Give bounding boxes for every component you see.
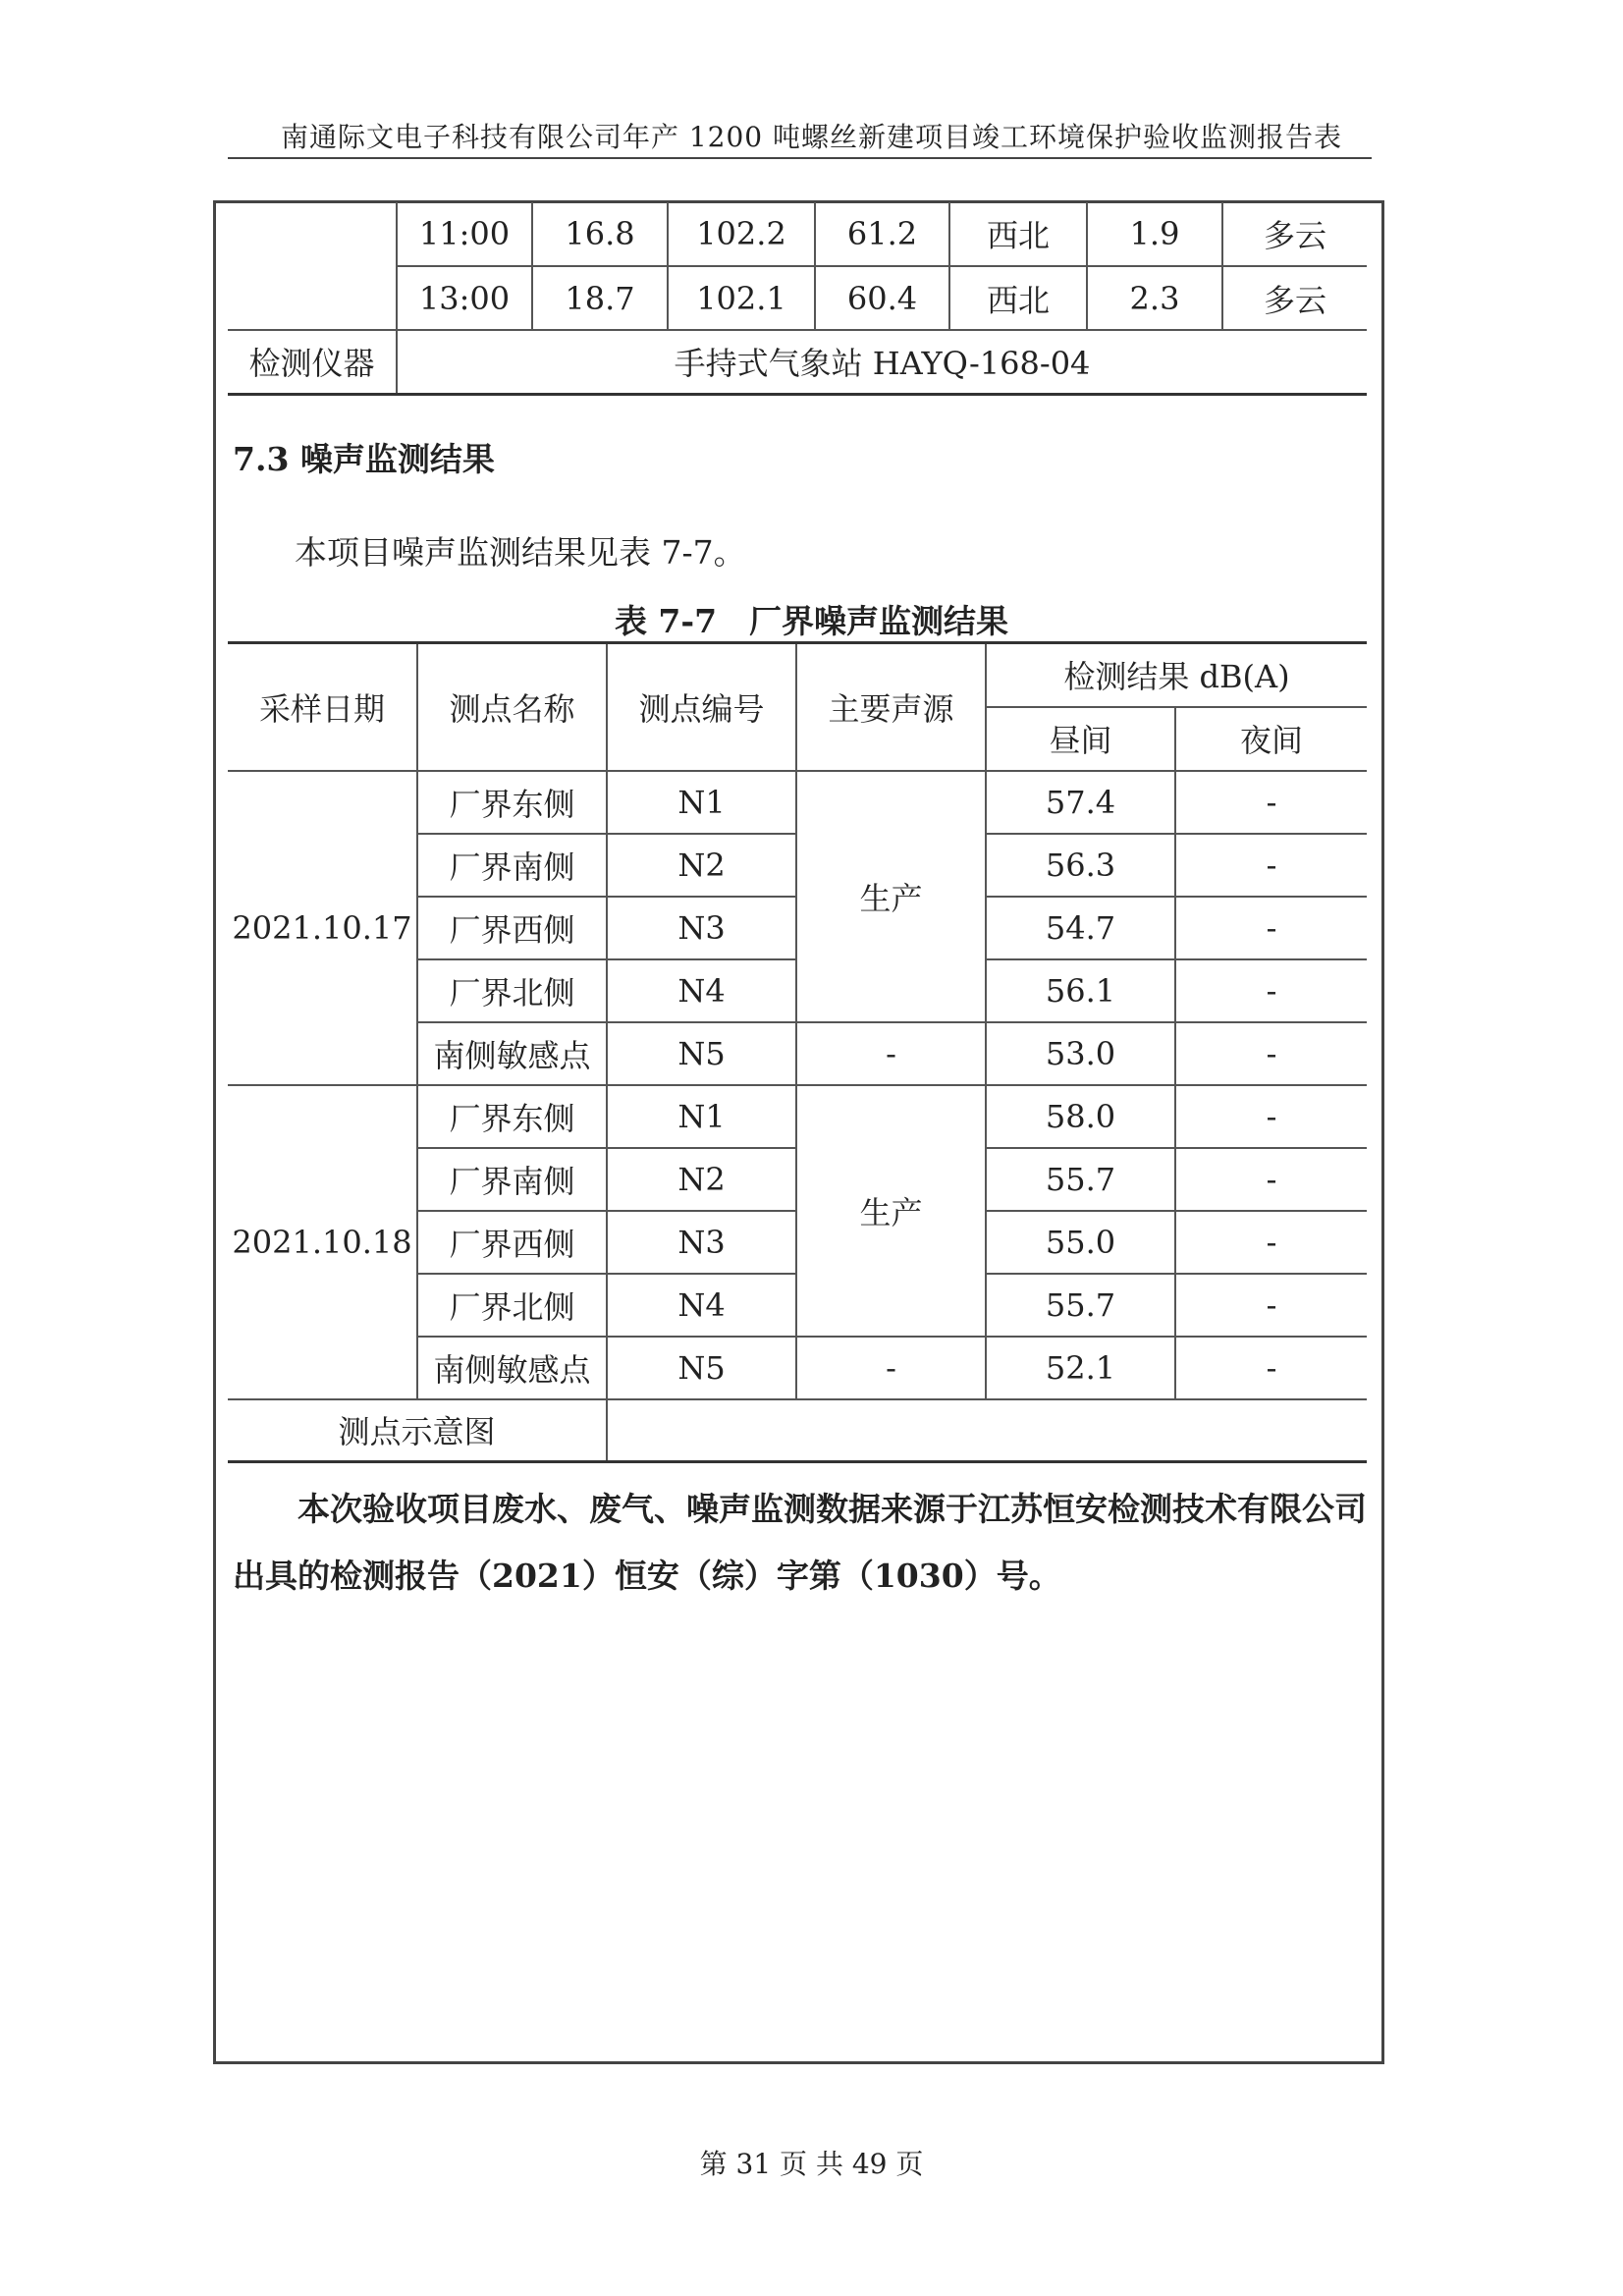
night-value-cell: -: [1175, 1274, 1367, 1337]
night-value-cell: -: [1175, 834, 1367, 897]
weather-table: [228, 202, 1367, 396]
day-value-cell: 52.1: [986, 1337, 1175, 1399]
day-value-cell: 56.1: [986, 959, 1175, 1022]
note-line-1: [233, 1476, 1372, 1543]
weather-cell: 11:00: [397, 202, 532, 266]
header-day: 昼间: [986, 707, 1175, 771]
night-value-cell: -: [1175, 1337, 1367, 1399]
night-value-cell: -: [1175, 1211, 1367, 1274]
table-caption: 表 7-7 厂界噪声监测结果: [614, 602, 1009, 640]
point-name-cell: 南侧敏感点: [417, 1337, 607, 1399]
day-value-cell: 55.7: [986, 1148, 1175, 1211]
header-row: [228, 643, 1367, 707]
day-value-cell: 53.0: [986, 1022, 1175, 1085]
weather-row: [228, 266, 1367, 330]
weather-cell: 16.8: [532, 202, 668, 266]
point-id-cell: N1: [607, 771, 796, 834]
source-cell: 生产: [796, 1085, 986, 1337]
section-title: 7.3 噪声监测结果: [233, 440, 495, 478]
day-value-cell: 55.0: [986, 1211, 1175, 1274]
table-row: [228, 771, 1367, 834]
point-id-cell: N4: [607, 959, 796, 1022]
point-name-cell: 厂界东侧: [417, 771, 607, 834]
noise-table: [228, 641, 1367, 1463]
weather-empty-cell: [228, 202, 397, 330]
weather-cell: 西北: [949, 266, 1087, 330]
weather-cell: 多云: [1222, 202, 1367, 266]
point-id-cell: N1: [607, 1085, 796, 1148]
point-name-cell: 南侧敏感点: [417, 1022, 607, 1085]
diagram-label: 测点示意图: [228, 1399, 607, 1462]
header-point-name: 测点名称: [417, 643, 607, 771]
instrument-row: [228, 330, 1367, 394]
night-value-cell: -: [1175, 1022, 1367, 1085]
point-name-cell: 厂界东侧: [417, 1085, 607, 1148]
point-id-cell: N2: [607, 1148, 796, 1211]
weather-cell: 102.1: [668, 266, 815, 330]
point-id-cell: N4: [607, 1274, 796, 1337]
page-header-title: 南通际文电子科技有限公司年产 1200 吨螺丝新建项目竣工环境保护验收监测报告表: [280, 121, 1343, 153]
night-value-cell: -: [1175, 1148, 1367, 1211]
date-cell: 2021.10.17: [228, 771, 417, 1085]
data-source-note: [233, 1476, 1372, 1610]
point-name-cell: 厂界西侧: [417, 897, 607, 959]
weather-cell: 18.7: [532, 266, 668, 330]
table-row: [228, 1085, 1367, 1148]
header-source: 主要声源: [796, 643, 986, 771]
date-cell: 2021.10.18: [228, 1085, 417, 1399]
instrument-label: 检测仪器: [228, 330, 397, 394]
page-number: 第 31 页 共 49 页: [699, 2148, 924, 2180]
point-id-cell: N5: [607, 1022, 796, 1085]
source-cell: -: [796, 1337, 986, 1399]
note-line-1-text: 本次验收项目废水、废气、噪声监测数据来源于江苏恒安检测技术有限公司: [298, 1490, 1367, 1528]
night-value-cell: -: [1175, 1085, 1367, 1148]
source-cell: 生产: [796, 771, 986, 1022]
weather-cell: 2.3: [1087, 266, 1222, 330]
day-value-cell: 54.7: [986, 897, 1175, 959]
source-cell: -: [796, 1022, 986, 1085]
header-rule: [228, 157, 1372, 159]
weather-cell: 13:00: [397, 266, 532, 330]
point-id-cell: N5: [607, 1337, 796, 1399]
point-name-cell: 厂界南侧: [417, 1148, 607, 1211]
header-night: 夜间: [1175, 707, 1367, 771]
diagram-cell: [607, 1399, 1367, 1462]
point-name-cell: 厂界南侧: [417, 834, 607, 897]
day-value-cell: 57.4: [986, 771, 1175, 834]
weather-cell: 102.2: [668, 202, 815, 266]
point-name-cell: 厂界北侧: [417, 1274, 607, 1337]
day-value-cell: 58.0: [986, 1085, 1175, 1148]
weather-cell: 60.4: [815, 266, 949, 330]
point-name-cell: 厂界西侧: [417, 1211, 607, 1274]
night-value-cell: -: [1175, 959, 1367, 1022]
point-id-cell: N3: [607, 1211, 796, 1274]
note-line-2: 出具的检测报告（2021）恒安（综）字第（1030）号。: [233, 1557, 1061, 1595]
header-date: 采样日期: [228, 643, 417, 771]
diagram-row: [228, 1399, 1367, 1462]
section-intro: 本项目噪声监测结果见表 7-7。: [295, 533, 746, 572]
header-point-id: 测点编号: [607, 643, 796, 771]
day-value-cell: 56.3: [986, 834, 1175, 897]
weather-cell: 1.9: [1087, 202, 1222, 266]
point-id-cell: N3: [607, 897, 796, 959]
weather-cell: 多云: [1222, 266, 1367, 330]
instrument-value: 手持式气象站 HAYQ-168-04: [397, 330, 1367, 394]
header-result: 检测结果 dB(A): [986, 643, 1367, 707]
weather-cell: 西北: [949, 202, 1087, 266]
night-value-cell: -: [1175, 771, 1367, 834]
point-id-cell: N2: [607, 834, 796, 897]
point-name-cell: 厂界北侧: [417, 959, 607, 1022]
weather-cell: 61.2: [815, 202, 949, 266]
weather-row: [228, 202, 1367, 266]
night-value-cell: -: [1175, 897, 1367, 959]
day-value-cell: 55.7: [986, 1274, 1175, 1337]
